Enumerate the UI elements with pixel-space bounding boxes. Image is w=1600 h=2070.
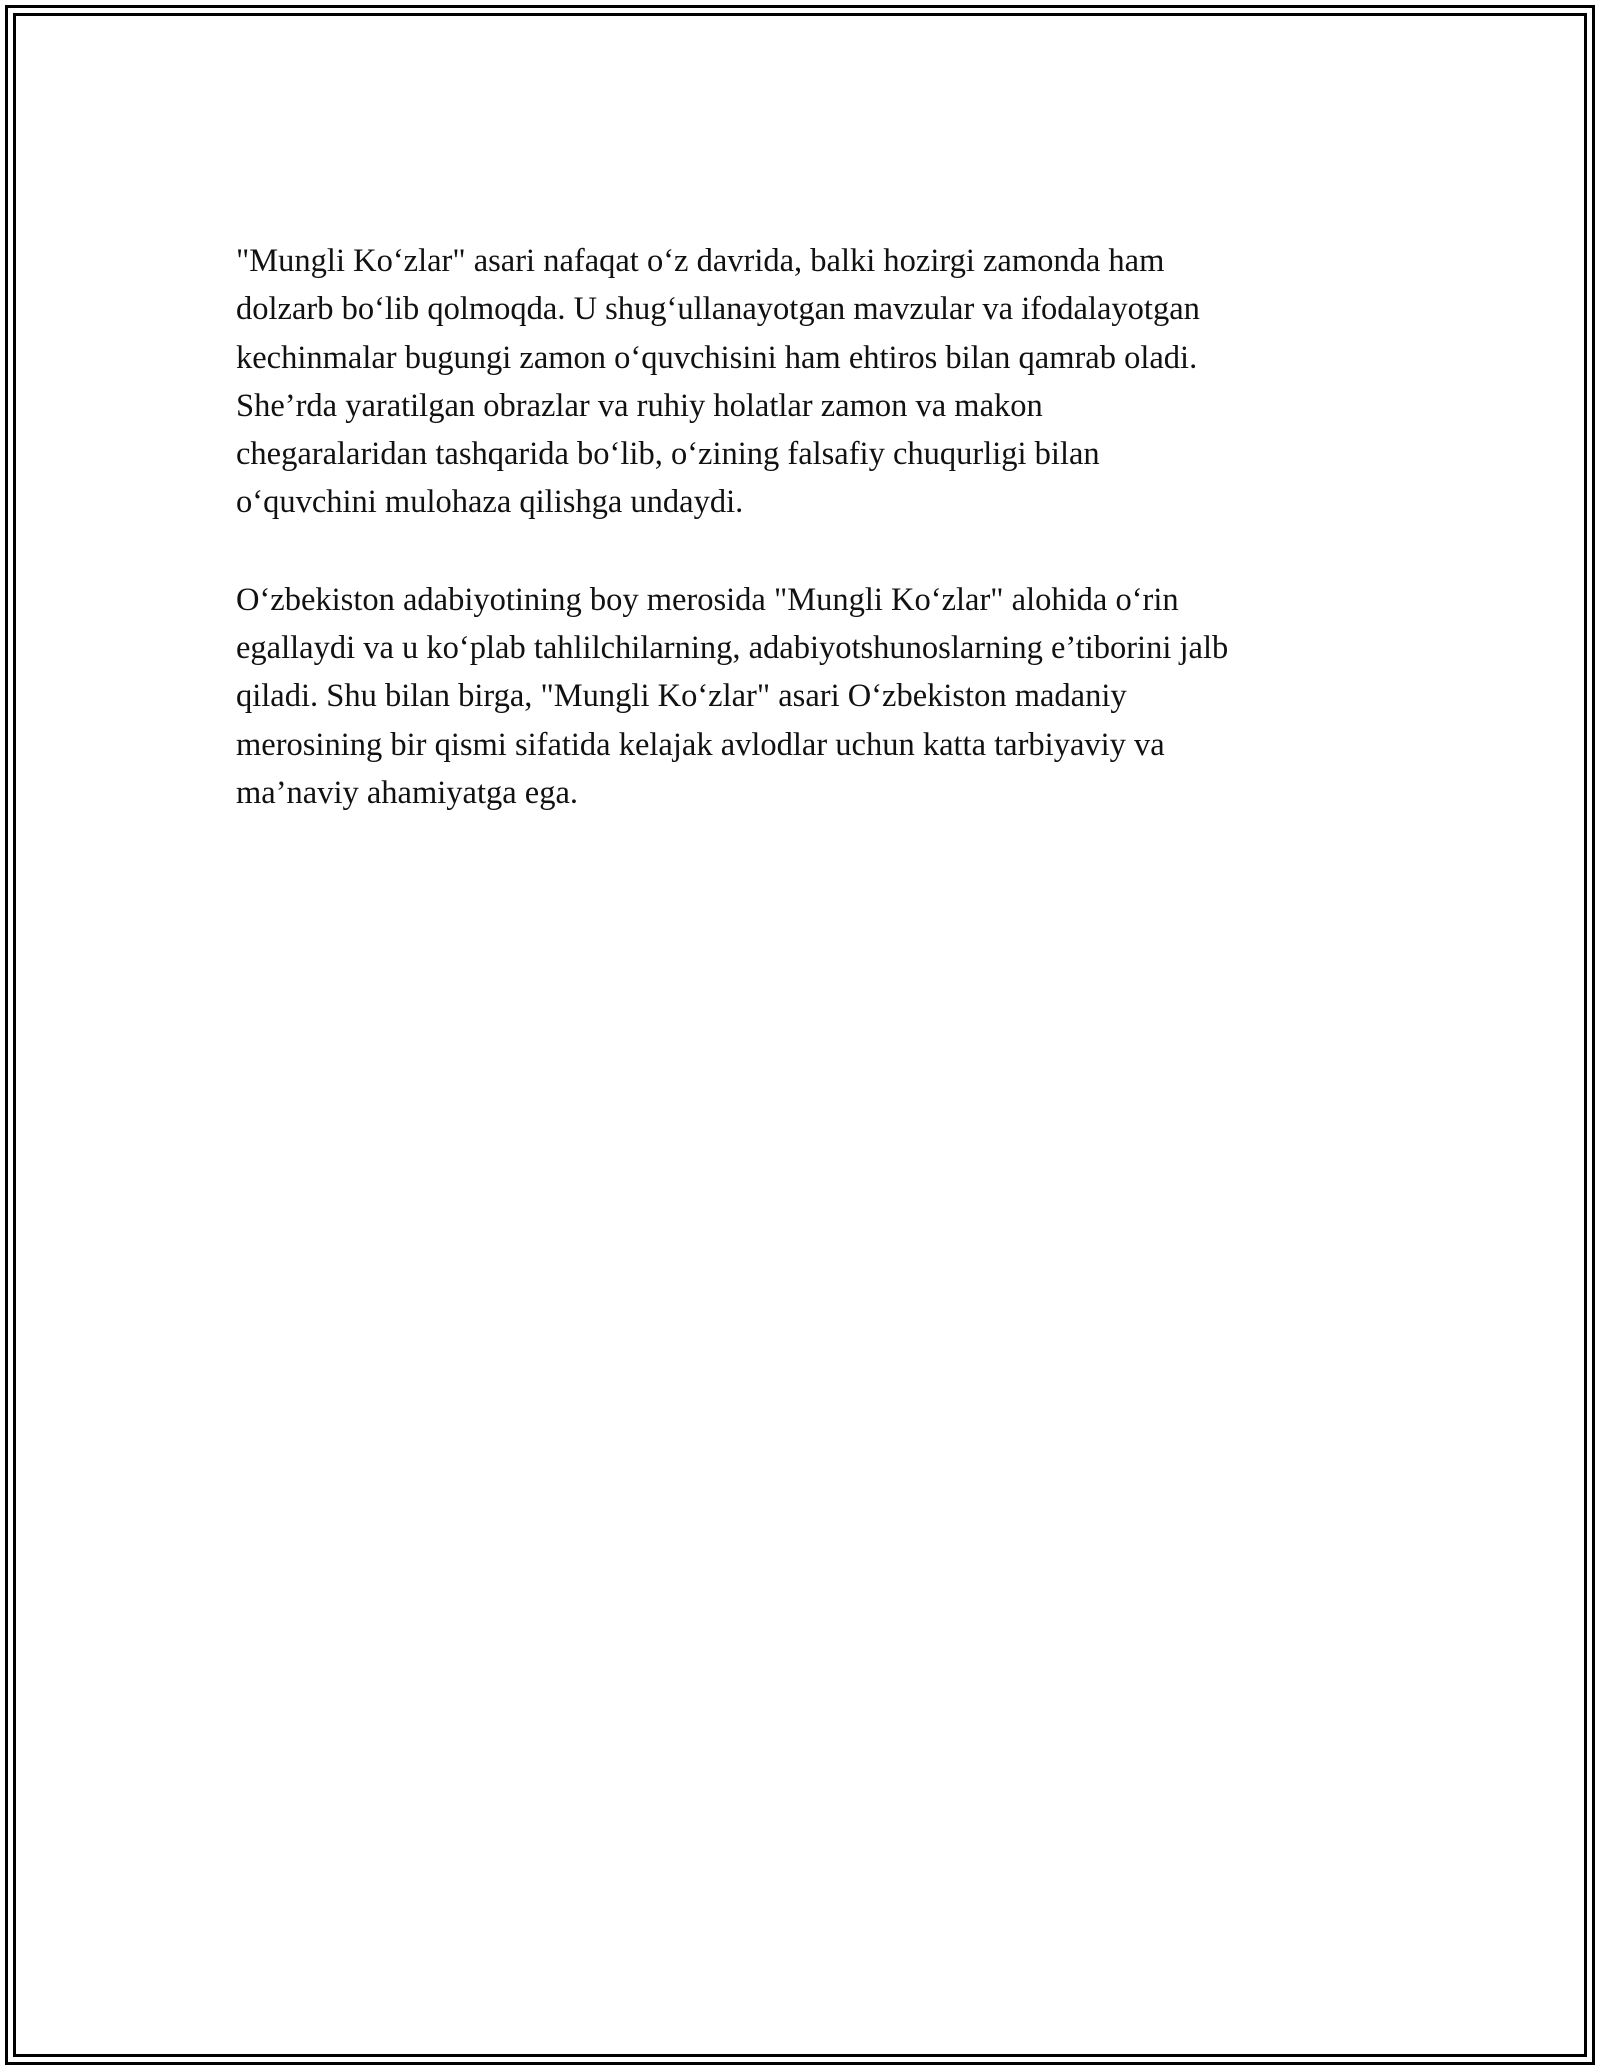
paragraph-line: merosining bir qismi sifatida kelajak avlodlar uchun katta tarbiyaviy va (236, 726, 1165, 763)
paragraph-line: dolzarb bo‘lib qolmoqda. U shug‘ullanayotgan mavzular va ifodalayotgan (236, 291, 1200, 328)
paragraph-line: o‘quvchini mulohaza qilishga undaydi. (236, 484, 744, 521)
paragraph-line: She’rda yaratilgan obrazlar va ruhiy holatlar zamon va makon (236, 387, 1043, 424)
paragraph-line: chegaralaridan tashqarida bo‘lib, o‘zining falsafiy chuqurligi bilan (236, 436, 1100, 473)
paragraph-line: qiladi. Shu bilan birga, "Mungli Ko‘zlar" asari O‘zbekiston madaniy (236, 678, 1127, 715)
paragraph-line: "Mungli Ko‘zlar" asari nafaqat o‘z davrida, balki hozirgi zamonda ham (236, 243, 1165, 279)
paragraph-line: kechinmalar bugungi zamon o‘quvchisini ham ehtiros bilan qamrab oladi. (236, 339, 1198, 376)
paragraph-line: ma’naviy ahamiyatga ega. (236, 774, 578, 811)
document-body (236, 237, 1366, 817)
paragraph-2 (236, 576, 1366, 817)
paragraph-1 (236, 237, 1366, 527)
paragraph-line: O‘zbekiston adabiyotining boy merosida "Mungli Ko‘zlar" alohida o‘rin (236, 581, 1179, 618)
paragraph-line: egallaydi va u ko‘plab tahlilchilarning, adabiyotshunoslarning e’tiborini jalb (236, 630, 1229, 667)
